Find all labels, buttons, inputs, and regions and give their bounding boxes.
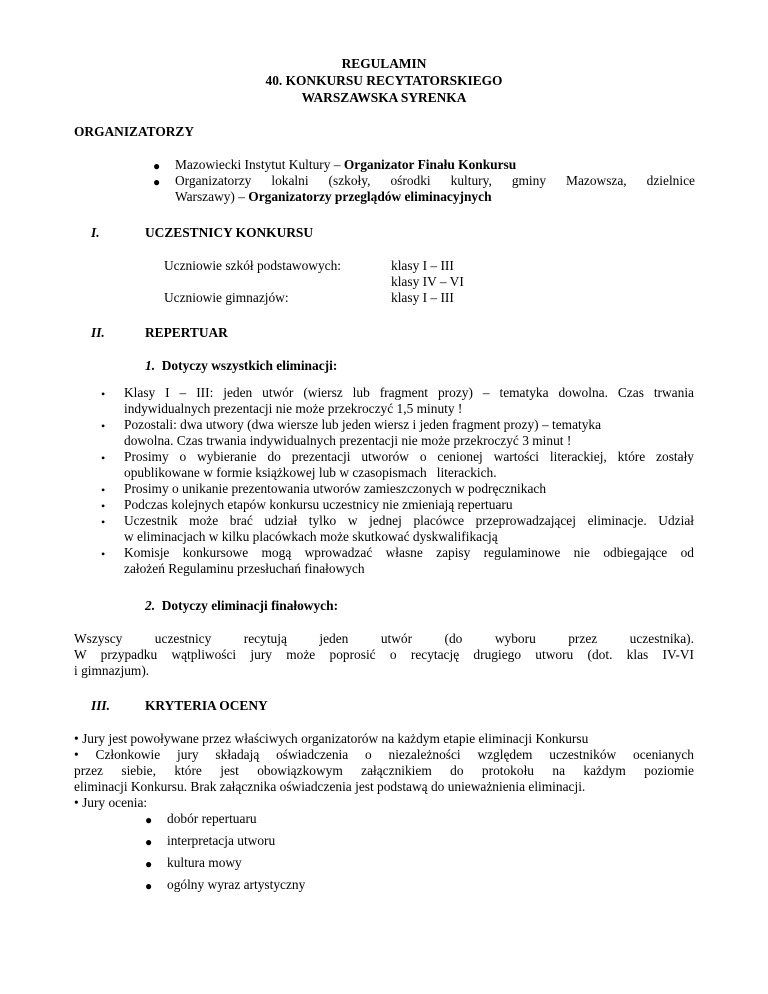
repertoire-bullet-3 [124, 449, 694, 481]
repertoire-bullet-5: Podczas kolejnych etapów konkursu uczestnicy nie zmieniają repertuaru [124, 497, 513, 512]
doc-title-line2: 40. KONKURSU RECYTATORSKIEGO [265, 73, 503, 88]
final-eliminations-text [74, 631, 694, 679]
class-range-2: klasy IV – VI [391, 274, 464, 289]
bullet-line: Klasy I – III: jeden utwór (wiersz lub fragment prozy) – tematyka dowolna. Czas trwania [124, 385, 694, 400]
bullet-icon: ● [145, 857, 153, 871]
repertoire-bullet-6 [124, 513, 694, 545]
criteria-paragraph-2 [74, 747, 694, 763]
repertoire-bullet-1 [124, 385, 694, 417]
criteria-p3-text: Jury ocenia: [82, 795, 148, 810]
criterion-item: dobór repertuaru [167, 811, 257, 826]
bullet-line: indywidualnych prezentacji nie może przekroczyć 1,5 minuty ! [124, 401, 463, 416]
subsection1-number: 1. [145, 358, 156, 373]
section2-heading: REPERTUAR [145, 325, 228, 340]
bullet-icon: ● [145, 813, 153, 827]
organizer-item-2-role: Organizatorzy przeglądów eliminacyjnych [248, 189, 492, 204]
bullet-icon: • [101, 419, 106, 433]
bullet-line: opublikowane w formie książkowej lub w czasopismach literackich. [124, 465, 497, 480]
bullet-line: w eliminacjach w kilku placówkach może skutkować dyskwalifikacją [124, 529, 498, 544]
bullet-icon: ● [153, 159, 161, 173]
section1-heading: UCZESTNICY KONKURSU [145, 225, 314, 240]
organizer-item-1-role: Organizator Finału Konkursu [343, 157, 517, 172]
subsection2 [145, 598, 338, 614]
final-line-2: W przypadku wątpliwości jury może poprosić o recytację drugiego utworu (dot. klas IV-VI [74, 647, 694, 662]
organizer-item-2-line2: Warszawy) – [175, 189, 249, 204]
class-range-3: klasy I – III [391, 290, 454, 305]
subsection2-title: Dotyczy eliminacji finałowych: [161, 598, 339, 613]
criterion-item: kultura mowy [167, 855, 242, 870]
bullet-line: założeń Regulaminu przesłuchań finałowych [124, 561, 365, 576]
bullet-icon: • [74, 747, 79, 762]
criterion-item: ogólny wyraz artystyczny [167, 877, 306, 892]
criteria-paragraph-1 [74, 731, 694, 747]
section2-number: II. [91, 325, 105, 340]
bullet-icon: • [101, 499, 106, 513]
section1-number: I. [91, 225, 100, 240]
bullet-icon: • [74, 731, 79, 746]
section3-heading: KRYTERIA OCENY [145, 698, 268, 713]
bullet-line: Prosimy o wybieranie do prezentacji utworów o cenionej wartości literackiej, które zostały [124, 449, 694, 464]
criteria-p2-line3: eliminacji Konkursu. Brak załącznika oświadczenia jest podstawą do unieważnienia eliminacji. [74, 779, 586, 794]
subsection1 [145, 358, 337, 374]
label-gymnasium: Uczniowie gimnazjów: [164, 290, 289, 305]
doc-title-line3: WARSZAWSKA SYRENKA [301, 90, 467, 105]
repertoire-bullet-7 [124, 545, 694, 577]
bullet-line: dowolna. Czas trwania indywidualnych prezentacji nie może przekroczyć 3 minut ! [124, 433, 572, 448]
bullet-icon: • [101, 387, 106, 401]
criteria-p2-line2: przez siebie, które jest obowiązkowym załącznikiem do protokołu na każdym poziomie [74, 763, 694, 778]
bullet-icon: • [101, 547, 106, 561]
criteria-p1-text: Jury jest powoływane przez właściwych organizatorów na każdym etapie eliminacji Konkursu [82, 731, 589, 746]
bullet-line: Pozostali: dwa utwory (dwa wiersze lub jeden wiersz i jeden fragment prozy) – tematyka [124, 417, 602, 432]
bullet-icon: • [101, 483, 106, 497]
bullet-icon: ● [145, 879, 153, 893]
bullet-line: Uczestnik może brać udział tylko w jednej placówce przeprowadzającej eliminacje. Udział [124, 513, 694, 528]
criterion-item: interpretacja utworu [167, 833, 276, 848]
bullet-icon: • [101, 515, 106, 529]
organizer-item-2 [175, 173, 695, 205]
section3-number: III. [91, 698, 110, 713]
final-line-1: Wszyscy uczestnicy recytują jeden utwór (do wyboru przez uczestnika). [74, 631, 694, 646]
bullet-icon: • [101, 451, 106, 465]
subsection2-number: 2. [145, 598, 156, 613]
class-range-1: klasy I – III [391, 258, 454, 273]
bullet-icon: ● [145, 835, 153, 849]
bullet-icon: ● [153, 175, 161, 189]
organizers-heading: ORGANIZATORZY [74, 124, 195, 139]
criteria-p2-line1: Członkowie jury składają oświadczenia o niezależności względem uczestników ocenianych [95, 747, 694, 762]
organizer-item-2-line1: Organizatorzy lokalni (szkoły, ośrodki kultury, gminy Mazowsza, dzielnice [175, 173, 695, 188]
organizer-item-1 [175, 157, 516, 173]
criteria-paragraph-3 [74, 795, 694, 811]
repertoire-bullet-4: Prosimy o unikanie prezentowania utworów zamieszczonych w podręcznikach [124, 481, 547, 496]
doc-title-line1: REGULAMIN [341, 56, 427, 71]
criteria-text [74, 731, 694, 811]
label-primary-school: Uczniowie szkół podstawowych: [164, 258, 342, 273]
organizer-item-1-text: Mazowiecki Instytut Kultury – [175, 157, 344, 172]
bullet-icon: • [74, 795, 79, 810]
repertoire-bullet-2 [124, 417, 694, 449]
bullet-line: Komisje konkursowe mogą wprowadzać własne zapisy regulaminowe nie odbiegające od [124, 545, 694, 560]
final-line-3: i gimnazjum). [74, 663, 150, 678]
subsection1-title: Dotyczy wszystkich eliminacji: [161, 358, 338, 373]
